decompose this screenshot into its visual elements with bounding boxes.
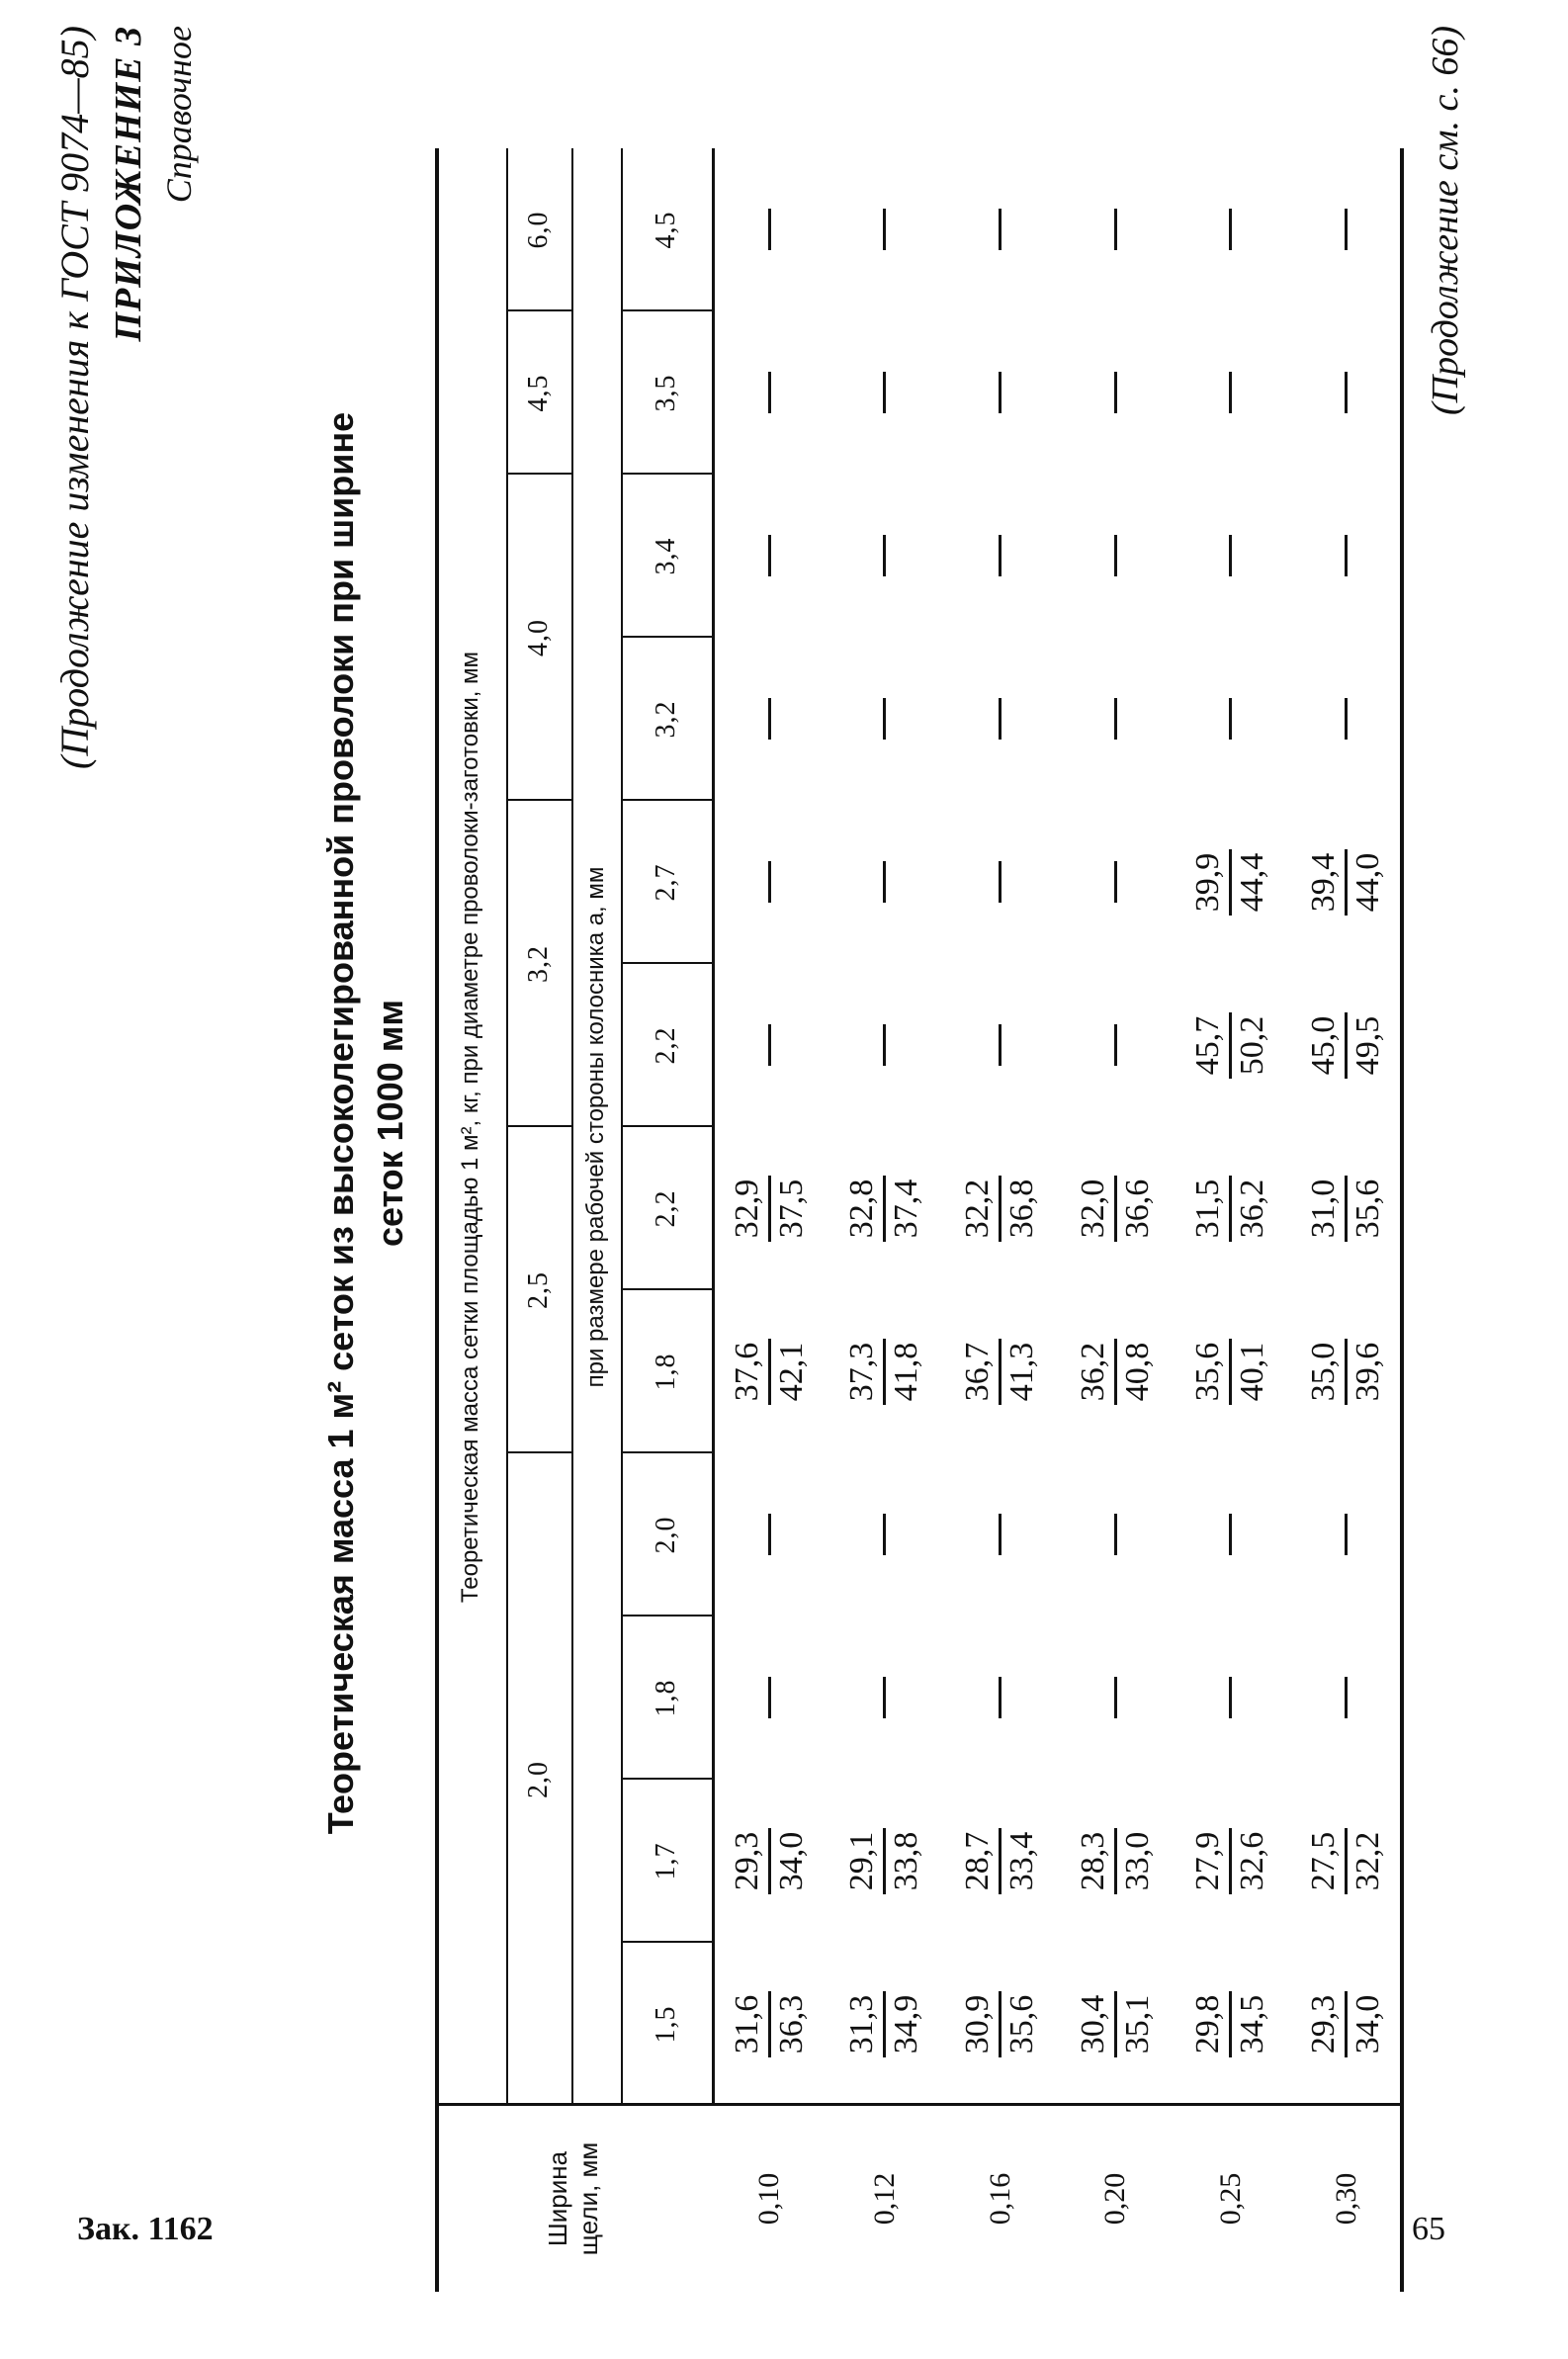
mass-fraction [1305,1339,1387,1406]
title-line-1: Теоретическая масса 1 м² сеток из высоколегированной проволоки при ширине [320,411,361,1835]
dash-mark [768,210,771,251]
empty-cell [712,1616,828,1780]
empty-cell [1058,964,1174,1127]
size-header: 1,5 [651,2005,681,2044]
fraction-cell [942,1290,1058,1453]
empty-cell [1174,638,1289,801]
diameter-divider [506,799,571,801]
size-divider [621,1451,712,1453]
dash-mark [999,536,1002,577]
empty-cell [942,311,1058,475]
mass-numerator: 39,4 [1305,849,1348,917]
empty-cell [712,475,828,638]
empty-cell [828,964,943,1127]
mass-denominator: 44,4 [1234,852,1271,913]
diameter-divider [506,309,571,311]
size-divider [621,1288,712,1290]
dash-mark [1345,1515,1348,1556]
mass-fraction [1189,1991,1271,2058]
diameter-header: 2,0 [523,1761,554,1798]
mass-numerator: 45,0 [1305,1012,1348,1080]
size-divider [621,636,712,638]
fraction-cell [1288,801,1404,964]
fraction-cell [1058,1943,1174,2106]
empty-cell [828,148,943,311]
empty-cell [1288,638,1404,801]
fraction-cell [828,1780,943,1943]
fraction-cell [828,1290,943,1453]
mass-denominator: 34,0 [772,1831,810,1891]
size-header: 2,7 [651,863,681,902]
mass-numerator: 29,3 [729,1828,771,1895]
fraction-cell [1058,1780,1174,1943]
fraction-cell [712,1290,828,1453]
mass-numerator: 45,7 [1189,1012,1232,1080]
dash-mark [768,862,771,904]
empty-cell [712,1453,828,1616]
size-divider [621,1941,712,1943]
mass-fraction [959,1991,1041,2058]
empty-cell [828,475,943,638]
mass-fraction [1075,1991,1157,2058]
mass-numerator: 39,9 [1189,849,1232,917]
mass-denominator: 50,2 [1234,1015,1271,1076]
table-title [316,184,415,2062]
mass-numerator: 29,1 [843,1828,886,1895]
diameter-header: 4,0 [523,619,554,656]
diameter-header: 6,0 [523,211,554,249]
empty-cell [942,801,1058,964]
dash-mark [999,1025,1002,1067]
empty-cell [828,1616,943,1780]
mass-numerator: 27,5 [1305,1828,1348,1895]
empty-cell [1174,1453,1289,1616]
empty-cell [712,311,828,475]
dash-mark [999,373,1002,414]
empty-cell [942,1453,1058,1616]
empty-cell [1058,475,1174,638]
fraction-cell [942,1780,1058,1943]
empty-cell [1058,311,1174,475]
appendix-title: ПРИЛОЖЕНИЕ 3 [108,26,149,342]
mass-fraction [1305,1991,1387,2058]
fraction-cell [1288,1943,1404,2106]
dash-mark [999,699,1002,741]
mass-numerator: 31,6 [729,1991,771,2058]
dash-mark [768,536,771,577]
empty-cell [1288,1453,1404,1616]
mass-fraction [959,1339,1041,1406]
dash-mark [999,862,1002,904]
mass-denominator: 40,8 [1118,1342,1156,1402]
fraction-cell [1288,1780,1404,1943]
fraction-cell [712,1780,828,1943]
dash-mark [1229,373,1232,414]
order-number: Зак. 1162 [77,2211,214,2247]
empty-cell [712,148,828,311]
mass-numerator: 31,0 [1305,1176,1348,1243]
mass-denominator: 32,6 [1234,1831,1271,1891]
mass-numerator: 37,6 [729,1339,771,1406]
size-header: 1,7 [651,1842,681,1880]
empty-cell [828,311,943,475]
size-divider [621,1615,712,1616]
mass-numerator: 28,3 [1075,1828,1117,1895]
size-header: 4,5 [651,211,681,249]
size-divider [621,799,712,801]
dash-mark [883,536,886,577]
empty-cell [942,1616,1058,1780]
page-number: 65 [1412,2211,1445,2247]
mass-numerator: 31,3 [843,1991,886,2058]
empty-cell [1058,638,1174,801]
fraction-cell [1288,1290,1404,1453]
size-header: 1,8 [651,1353,681,1391]
size-divider [621,1778,712,1780]
dash-mark [1114,699,1117,741]
dash-mark [1345,373,1348,414]
dash-mark [1345,699,1348,741]
mass-numerator: 29,8 [1189,1991,1232,2058]
dash-mark [999,1515,1002,1556]
empty-cell [1058,1453,1174,1616]
dash-mark [883,1515,886,1556]
mass-fraction [729,1176,811,1243]
diameter-divider [506,473,571,475]
size-divider [621,1125,712,1127]
mass-denominator: 36,3 [772,1994,810,2054]
dash-mark [1345,536,1348,577]
empty-cell [942,638,1058,801]
empty-cell [1058,1616,1174,1780]
empty-cell [1174,148,1289,311]
empty-cell [1058,148,1174,311]
dash-mark [768,373,771,414]
mass-denominator: 35,6 [1003,1994,1041,2054]
fraction-cell [828,1127,943,1290]
size-divider [621,473,712,475]
mass-table [435,148,1404,2292]
mass-fraction [1075,1176,1157,1243]
diameter-header: 4,5 [523,374,554,412]
fraction-cell [1058,1290,1174,1453]
size-divider [621,962,712,964]
dash-mark [1114,536,1117,577]
mass-numerator: 36,7 [959,1339,1002,1406]
mass-denominator: 34,5 [1234,1994,1271,2054]
dash-mark [1229,1515,1232,1556]
fraction-cell [1174,801,1289,964]
mass-fraction [1189,1012,1271,1080]
mass-numerator: 32,9 [729,1176,771,1243]
mass-fraction [843,1339,925,1406]
fraction-cell [1288,1127,1404,1290]
diameter-divider [506,1125,571,1127]
mass-denominator: 36,8 [1003,1179,1041,1239]
fraction-cell [1174,964,1289,1127]
mass-numerator: 29,3 [1305,1991,1348,2058]
mass-numerator: 35,6 [1189,1339,1232,1406]
mass-denominator: 40,1 [1234,1342,1271,1402]
dash-mark [883,699,886,741]
dash-mark [999,210,1002,251]
mass-fraction [1075,1828,1157,1895]
appendix-status: Справочное [159,26,199,204]
mass-fraction [1305,1828,1387,1895]
mass-fraction [729,1339,811,1406]
mass-numerator: 27,9 [1189,1828,1232,1895]
mass-denominator: 37,5 [772,1179,810,1239]
title-line-2: сеток 1000 мм [370,999,410,1248]
empty-cell [1288,1616,1404,1780]
mass-denominator: 34,9 [888,1994,925,2054]
size-header: 1,8 [651,1679,681,1717]
mass-numerator: 36,2 [1075,1339,1117,1406]
mass-numerator: 35,0 [1305,1339,1348,1406]
empty-cell [712,638,828,801]
fraction-cell [1288,964,1404,1127]
empty-cell [1174,1616,1289,1780]
mass-numerator: 30,9 [959,1991,1002,2058]
continuation-footer: (Продолжение см. с. 66) [1425,26,1466,416]
mass-fraction [843,1828,925,1895]
empty-cell [1174,311,1289,475]
size-header: 2,0 [651,1516,681,1554]
fraction-cell [1174,1780,1289,1943]
empty-cell [828,1453,943,1616]
dash-mark [999,1678,1002,1719]
dash-mark [768,699,771,741]
mass-denominator: 41,8 [888,1342,925,1402]
empty-cell [942,475,1058,638]
diameter-header: 3,2 [523,945,554,983]
dash-mark [1114,1025,1117,1067]
empty-cell [828,638,943,801]
dash-mark [883,862,886,904]
dash-mark [1114,210,1117,251]
mass-numerator: 32,8 [843,1176,886,1243]
mass-denominator: 33,0 [1118,1831,1156,1891]
mass-denominator: 42,1 [772,1342,810,1402]
dash-mark [1229,210,1232,251]
mass-denominator: 32,2 [1350,1831,1387,1891]
mass-fraction [1189,849,1271,917]
mass-denominator: 33,8 [888,1831,925,1891]
mass-fraction [1305,1012,1387,1080]
mass-denominator: 37,4 [888,1179,925,1239]
mass-fraction [1189,1828,1271,1895]
dash-mark [1114,373,1117,414]
fraction-cell [1174,1290,1289,1453]
mass-fraction [1189,1339,1271,1406]
fraction-cell [828,1943,943,2106]
size-header: 3,4 [651,537,681,575]
mass-fraction [959,1828,1041,1895]
empty-cell [712,801,828,964]
dash-mark [768,1025,771,1067]
mass-fraction [843,1991,925,2058]
diameter-divider [506,1451,571,1453]
fraction-cell [712,1943,828,2106]
fraction-cell [942,1943,1058,2106]
mass-denominator: 34,0 [1350,1994,1387,2054]
mass-numerator: 32,0 [1075,1176,1117,1243]
row-label: 0,20 [1098,2172,1132,2226]
fraction-cell [1058,1127,1174,1290]
fraction-cell [1174,1943,1289,2106]
mass-numerator: 37,3 [843,1339,886,1406]
empty-cell [1288,311,1404,475]
empty-cell [1288,475,1404,638]
mass-denominator: 41,3 [1003,1342,1041,1402]
continuation-header: (Продолжение изменения к ГОСТ 9074—85) [52,26,97,769]
fraction-cell [712,1127,828,1290]
empty-cell [828,801,943,964]
empty-cell [1288,148,1404,311]
mass-denominator: 35,1 [1118,1994,1156,2054]
row-label: 0,10 [752,2172,786,2226]
dash-mark [1345,210,1348,251]
empty-cell [712,964,828,1127]
mass-fraction [1189,1176,1271,1243]
row-label: 0,25 [1213,2172,1247,2226]
fraction-cell [942,1127,1058,1290]
mass-numerator: 30,4 [1075,1991,1117,2058]
dash-mark [768,1678,771,1719]
mass-denominator: 33,4 [1003,1831,1041,1891]
mass-denominator: 35,6 [1350,1179,1387,1239]
mass-denominator: 44,0 [1350,852,1387,913]
mass-numerator: 31,5 [1189,1176,1232,1243]
mass-fraction [959,1176,1041,1243]
dash-mark [1229,1678,1232,1719]
mass-fraction [729,1828,811,1895]
empty-cell [1058,801,1174,964]
mass-denominator: 49,5 [1350,1015,1387,1076]
size-header: 3,2 [651,700,681,739]
empty-cell [942,964,1058,1127]
mass-fraction [1075,1339,1157,1406]
empty-cell [942,148,1058,311]
mass-numerator: 28,7 [959,1828,1002,1895]
fraction-cell [1174,1127,1289,1290]
mass-denominator: 39,6 [1350,1342,1387,1402]
size-header: 3,5 [651,374,681,412]
dash-mark [1229,536,1232,577]
empty-cell [1174,475,1289,638]
row-label: 0,30 [1329,2172,1362,2226]
group-header: Теоретическая масса сетки площадью 1 м², кг, при диаметре проволоки-заготовки, мм [457,651,483,1604]
row-label: 0,12 [867,2172,901,2226]
mass-fraction [729,1991,811,2058]
row-header: Ширина щели, мм [543,2141,603,2256]
size-header: 2,2 [651,1189,681,1228]
dash-mark [1345,1678,1348,1719]
mass-fraction [1305,1176,1387,1243]
dash-mark [883,373,886,414]
dash-mark [1114,1515,1117,1556]
mass-denominator: 36,6 [1118,1179,1156,1239]
dash-mark [883,1678,886,1719]
dash-mark [1229,699,1232,741]
sub-header: при размере рабочей стороны колосника a, мм [582,866,609,1388]
dash-mark [1114,1678,1117,1719]
dash-mark [1114,862,1117,904]
mass-numerator: 32,2 [959,1176,1002,1243]
dash-mark [883,1025,886,1067]
size-divider [621,309,712,311]
diameter-header: 2,5 [523,1271,554,1309]
row-label: 0,16 [983,2172,1016,2226]
mass-denominator: 36,2 [1234,1179,1271,1239]
size-header: 2,2 [651,1026,681,1065]
mass-fraction [843,1176,925,1243]
dash-mark [768,1515,771,1556]
dash-mark [883,210,886,251]
mass-fraction [1305,849,1387,917]
